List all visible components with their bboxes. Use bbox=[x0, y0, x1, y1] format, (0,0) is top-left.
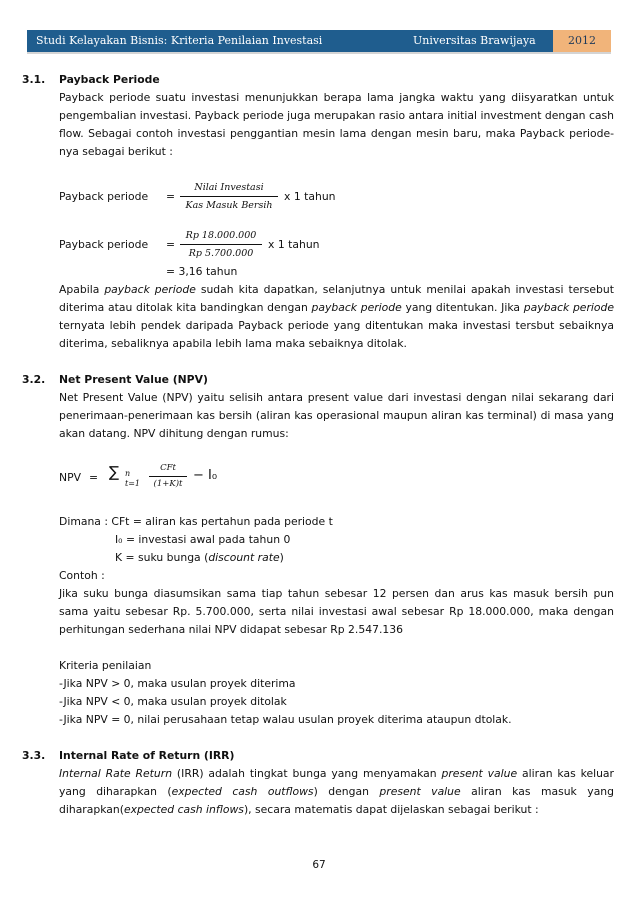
paragraph: Apabila payback periode sudah kita dapatkan, selanjutnya untuk menilai apakah investasi tersebut diterima atau ditolak kita bandingkan dengan payback periode yang ditentukan. Jika payback periode ternyata lebih pendek daripada Payback periode yang ditentukan maka investasi tersbut sebaiknya diterima, sebaliknya apabila lebih lama maka sebaiknya ditolak. bbox=[59, 283, 614, 350]
section-number: 3.2. bbox=[22, 373, 46, 386]
fraction bbox=[180, 227, 262, 262]
criteria-item: -Jika NPV > 0, maka usulan proyek diterima bbox=[59, 677, 296, 690]
formula-equals: = bbox=[89, 471, 99, 484]
header-university: Universitas Brawijaya bbox=[413, 34, 536, 47]
formula-label: Payback periode bbox=[59, 238, 149, 251]
page-header bbox=[27, 30, 611, 54]
formula-tail: x 1 tahun bbox=[284, 190, 336, 203]
formula-npv bbox=[59, 461, 614, 495]
header-title: Studi Kelayakan Bisnis: Kriteria Penilaian Investasi bbox=[36, 34, 323, 47]
fraction-denominator: Kas Masuk Bersih bbox=[185, 200, 273, 211]
fraction-denominator: Rp 5.700.000 bbox=[188, 248, 254, 259]
paragraph: Internal Rate Return (IRR) adalah tingkat bunga yang menyamakan present value aliran kas keluar yang diharapkan (expected cash outflows) dengan present value aliran kas masuk yang diharapkan(expected cash inflows), secara matematis dapat dijelaskan sebagai berikut : bbox=[59, 767, 615, 816]
formula-tail: − I₀ bbox=[193, 468, 218, 483]
fraction-numerator: Rp 18.000.000 bbox=[180, 227, 262, 245]
sigma-symbol: ∑ bbox=[109, 463, 120, 481]
fraction bbox=[180, 179, 278, 214]
formula-label: Payback periode bbox=[59, 190, 149, 203]
section-title: Payback Periode bbox=[59, 73, 160, 86]
section-number: 3.1. bbox=[22, 73, 46, 86]
formula-payback-example bbox=[59, 227, 614, 263]
header-year: 2012 bbox=[553, 30, 611, 52]
section-npv bbox=[22, 371, 614, 729]
fraction-denominator: (1+K)t bbox=[153, 479, 183, 489]
section-title: Internal Rate of Return (IRR) bbox=[59, 749, 235, 762]
section-payback bbox=[22, 71, 614, 353]
paragraph: Net Present Value (NPV) yaitu selisih antara present value dari investasi dengan nilai sekarang dari penerimaan-penerimaan kas bersih (aliran kas operasional maupun aliran kas terminal) di masa yang akan datang. NPV dihitung dengan rumus: bbox=[59, 391, 614, 440]
section-title: Net Present Value (NPV) bbox=[59, 373, 208, 386]
fraction-numerator: CFt bbox=[149, 461, 187, 477]
definition-k: K = suku bunga (discount rate) bbox=[115, 551, 284, 564]
definition-cft: Dimana : CFt = aliran kas pertahun pada periode t bbox=[59, 515, 333, 528]
section-irr bbox=[22, 747, 614, 819]
definition-io: I₀ = investasi awal pada tahun 0 bbox=[115, 533, 291, 546]
formula-equals: = bbox=[166, 190, 176, 203]
formula-label: NPV bbox=[59, 471, 81, 484]
sigma-limits: n t=1 bbox=[125, 469, 141, 488]
criteria-label: Kriteria penilaian bbox=[59, 659, 152, 672]
page-number: 67 bbox=[312, 859, 326, 871]
page-content bbox=[22, 71, 614, 819]
criteria-item: -Jika NPV < 0, maka usulan proyek ditolak bbox=[59, 695, 287, 708]
example-label: Contoh : bbox=[59, 569, 105, 582]
fraction-numerator: Nilai Investasi bbox=[180, 179, 278, 197]
paragraph: Jika suku bunga diasumsikan sama tiap tahun sebesar 12 persen dan arus kas masuk bersih pun sama yaitu sebesar Rp. 5.700.000, serta nilai investasi awal sebesar Rp 18.000.000, maka dengan perhitungan sederhana nilai NPV didapat sebesar Rp 2.547.136 bbox=[59, 587, 614, 636]
criteria-item: -Jika NPV = 0, nilai perusahaan tetap walau usulan proyek diterima ataupun dtolak. bbox=[59, 713, 512, 726]
formula-equals: = bbox=[166, 238, 176, 251]
formula-payback-general bbox=[59, 179, 614, 215]
section-number: 3.3. bbox=[22, 749, 46, 762]
paragraph: Payback periode suatu investasi menunjukkan berapa lama jangka waktu yang diisyaratkan untuk pengembalian investasi. Payback periode juga merupakan rasio antara initial investment dengan cash flow. Sebagai contoh investasi penggantian mesin lama dengan mesin baru, maka Payback periode-nya sebagai berikut : bbox=[59, 91, 614, 158]
formula-result: = 3,16 tahun bbox=[166, 265, 238, 278]
fraction bbox=[149, 461, 187, 492]
formula-tail: x 1 tahun bbox=[268, 238, 320, 251]
